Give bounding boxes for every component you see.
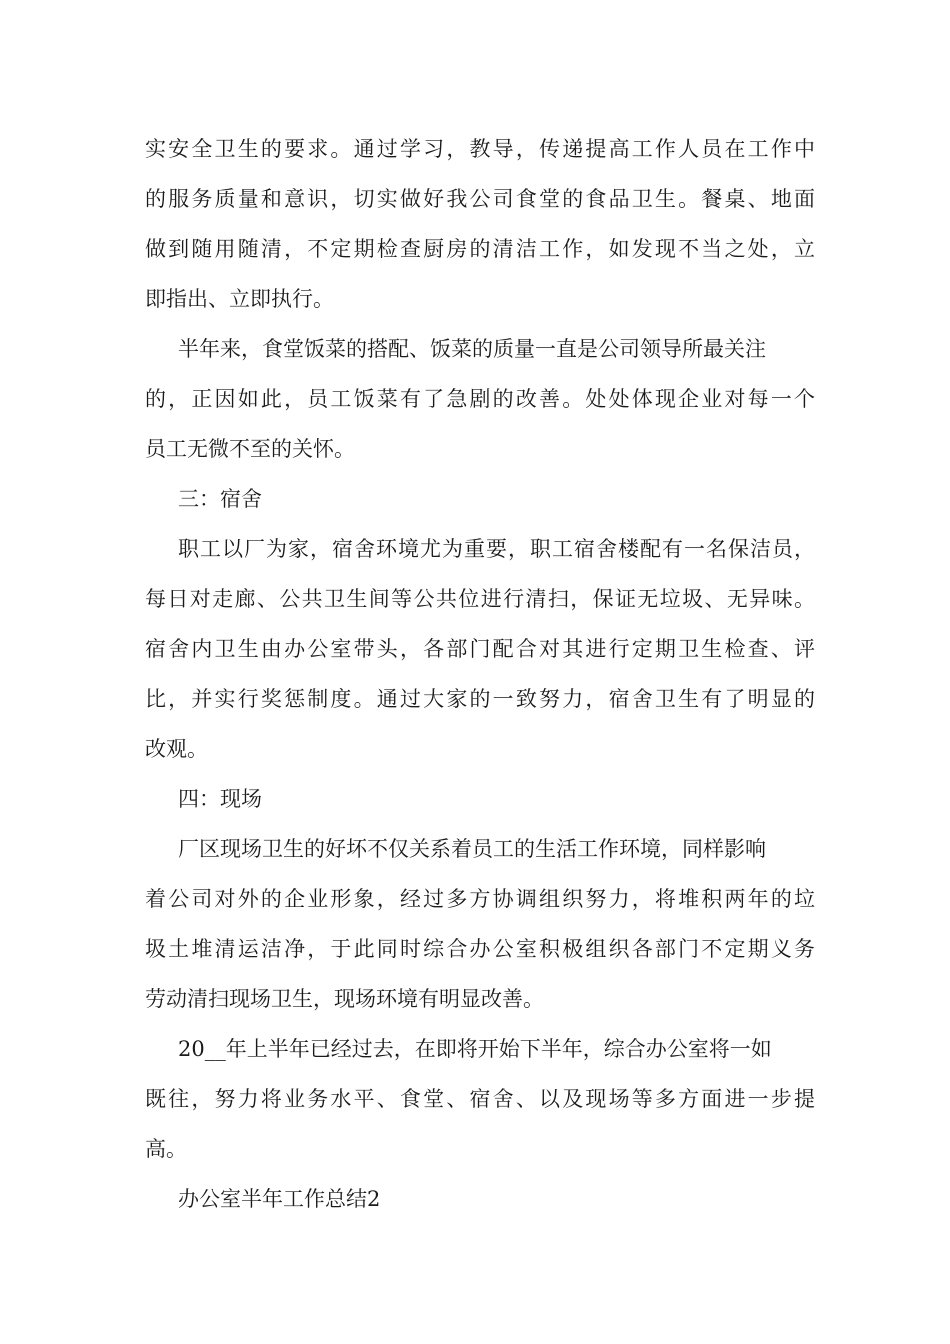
text-line: 的服务质量和意识，切实做好我公司食堂的食品卫生。餐桌、地面 <box>145 187 815 211</box>
text-line: 职工以厂为家，宿舍环境尤为重要，职工宿舍楼配有一名保洁员， <box>178 537 815 561</box>
text-line: 即指出、立即执行。 <box>145 287 334 311</box>
text-line: 宿舍内卫生由办公室带头，各部门配合对其进行定期卫生检查、评 <box>145 637 815 661</box>
text-line: 的，正因如此，员工饭菜有了急剧的改善。处处体现企业对每一个 <box>145 387 815 411</box>
paragraph-dormitory <box>145 524 815 774</box>
text-line: 20__年上半年已经过去，在即将开始下半年，综合办公室将一如 <box>178 1037 772 1061</box>
text-line: 半年来，食堂饭菜的搭配、饭菜的质量一直是公司领导所最关注 <box>178 337 766 361</box>
text-line: 每日对走廊、公共卫生间等公共位进行清扫，保证无垃圾、无异味。 <box>145 587 815 611</box>
text-line: 高。 <box>145 1137 187 1161</box>
text-line: 劳动清扫现场卫生，现场环境有明显改善。 <box>145 987 544 1011</box>
text-line: 圾土堆清运洁净，于此同时综合办公室积极组织各部门不定期义务 <box>145 937 815 961</box>
heading-site: 四：现场 <box>178 787 262 811</box>
text-line: 改观。 <box>145 737 208 761</box>
text-line: 实安全卫生的要求。通过学习，教导，传递提高工作人员在工作中 <box>145 137 815 161</box>
document-body <box>145 124 815 1224</box>
paragraph-canteen-meals <box>145 324 815 474</box>
paragraph-food-hygiene <box>145 124 815 324</box>
text-line: 员工无微不至的关怀。 <box>145 437 355 461</box>
text-line: 着公司对外的企业形象，经过多方协调组织努力，将堆积两年的垃 <box>145 887 815 911</box>
text-line: 厂区现场卫生的好坏不仅关系着员工的生活工作环境，同样影响 <box>178 837 766 861</box>
paragraph-outlook <box>145 1024 815 1174</box>
section-title: 办公室半年工作总结2 <box>178 1187 381 1211</box>
paragraph-site-hygiene <box>145 824 815 1024</box>
text-line: 既往，努力将业务水平、食堂、宿舍、以及现场等多方面进一步提 <box>145 1087 815 1111</box>
text-line: 做到随用随清，不定期检查厨房的清洁工作，如发现不当之处，立 <box>145 237 815 261</box>
heading-dormitory: 三：宿舍 <box>178 487 262 511</box>
text-line: 比，并实行奖惩制度。通过大家的一致努力，宿舍卫生有了明显的 <box>145 687 815 711</box>
